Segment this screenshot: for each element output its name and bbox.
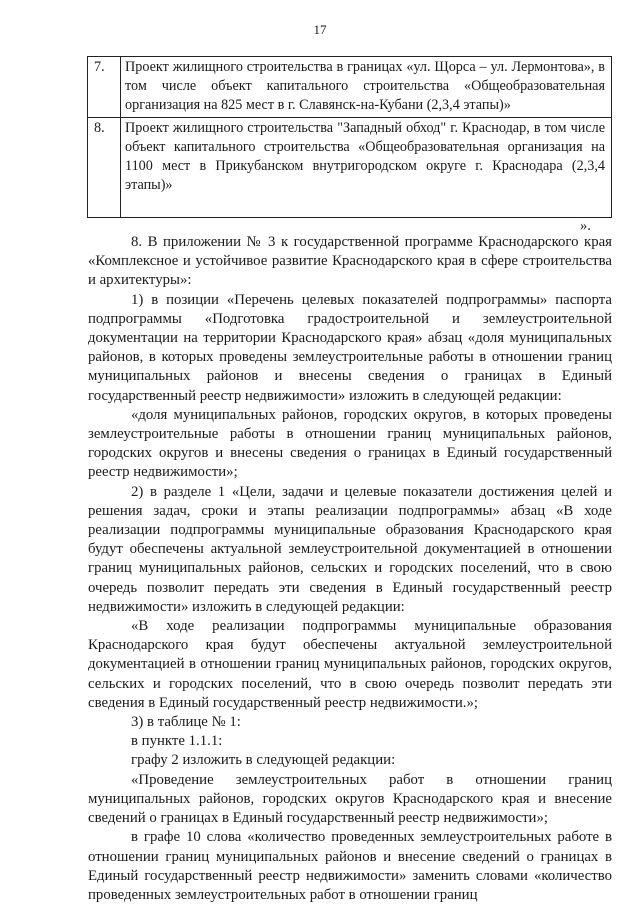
document-body [88, 233, 612, 905]
paragraph-quote-3: «Проведение землеустроительных работ в отношении границ муниципальных районов, городских округов Краснодарского края и внесение сведений о границах в Единый государственный реестр недвижимости»; [88, 771, 612, 827]
table-row [88, 57, 612, 118]
row-number: 8. [88, 118, 121, 217]
projects-table [87, 56, 612, 218]
paragraph-item-8: 8. В приложении № 3 к государственной программе Краснодарского края «Комплексное и устойчивое развитие Краснодарского края в сфере строительства и архитектуры»: [88, 234, 612, 289]
paragraph-quote-2: «В ходе реализации подпрограммы муниципальные образования Краснодарского края будут обеспечены актуальной землеустроительной документацией в отношении границ муниципальных районов, городских округов, сельских и городских поселений, что в свою очередь позволит передать эти сведения в Единый государственный реестр недвижимости.»; [88, 618, 612, 711]
paragraph-subitem-2: 2) в разделе 1 «Цели, задачи и целевые показатели достижения целей и решения задач, сроки и этапы реализации подпрограммы» абзац «В ходе реализации подпрограммы муниципальные образования Краснодарского края будут обеспечены актуальной землеустроительной документацией в отношении границ муниципальных районов, сельских и городских поселений, что в свою очередь позволит передать эти сведения в Единый государственный реестр недвижимости» изложить в следующей редакции: [88, 483, 612, 615]
page-number: 17 [313, 22, 327, 37]
paragraph-quote-1: «доля муниципальных районов, городских округов, в которых проведены землеустроительные работы в отношении границ муниципальных районов, городских округов и внесены сведения о границах в Единый государственный реестр недвижимости»; [88, 406, 612, 481]
row-description: Проект жилищного строительства в границах «ул. Щорса – ул. Лермонтова», в том числе объект капитального строительства «Общеобразовательная организация на 825 мест в г. Славянск-на-Кубани (2,3,4 этапы)» [121, 57, 612, 118]
paragraph-column-10: в графе 10 слова «количество проведенных землеустроительных работе в отношении границ муниципальных районов и внесение сведений о границах в Единый государственный реестр недвижимости» заменить словами «количество проведенных землеустроительных работ в отношении границ [88, 829, 612, 903]
row-description: Проект жилищного строительства "Западный обход" г. Краснодар, в том числе объект капитального строительства «Общеобразовательная организация на 1100 мест в Прикубанском внутригородском округе г. Краснодара (2,3,4 этапы)» [121, 118, 612, 217]
paragraph-column-2: графу 2 изложить в следующей редакции: [131, 752, 396, 769]
row-number: 7. [88, 57, 121, 118]
table-row [88, 118, 612, 217]
table-closing-quote: ». [580, 218, 591, 234]
paragraph-point: в пункте 1.1.1: [131, 733, 223, 750]
paragraph-subitem-1: 1) в позиции «Перечень целевых показателей подпрограммы» паспорта подпрограммы «Подготовка градостроительной и землеустроительной документации на территории Краснодарского края» абзац «доля муниципальных районов, в которых проведены землеустроительные работы в отношении границ муниципальных районов и внесены сведения о границах в Единый государственный реестр недвижимости» изложить в следующей редакции: [88, 291, 612, 404]
paragraph-subitem-3: 3) в таблице № 1: [131, 714, 241, 731]
